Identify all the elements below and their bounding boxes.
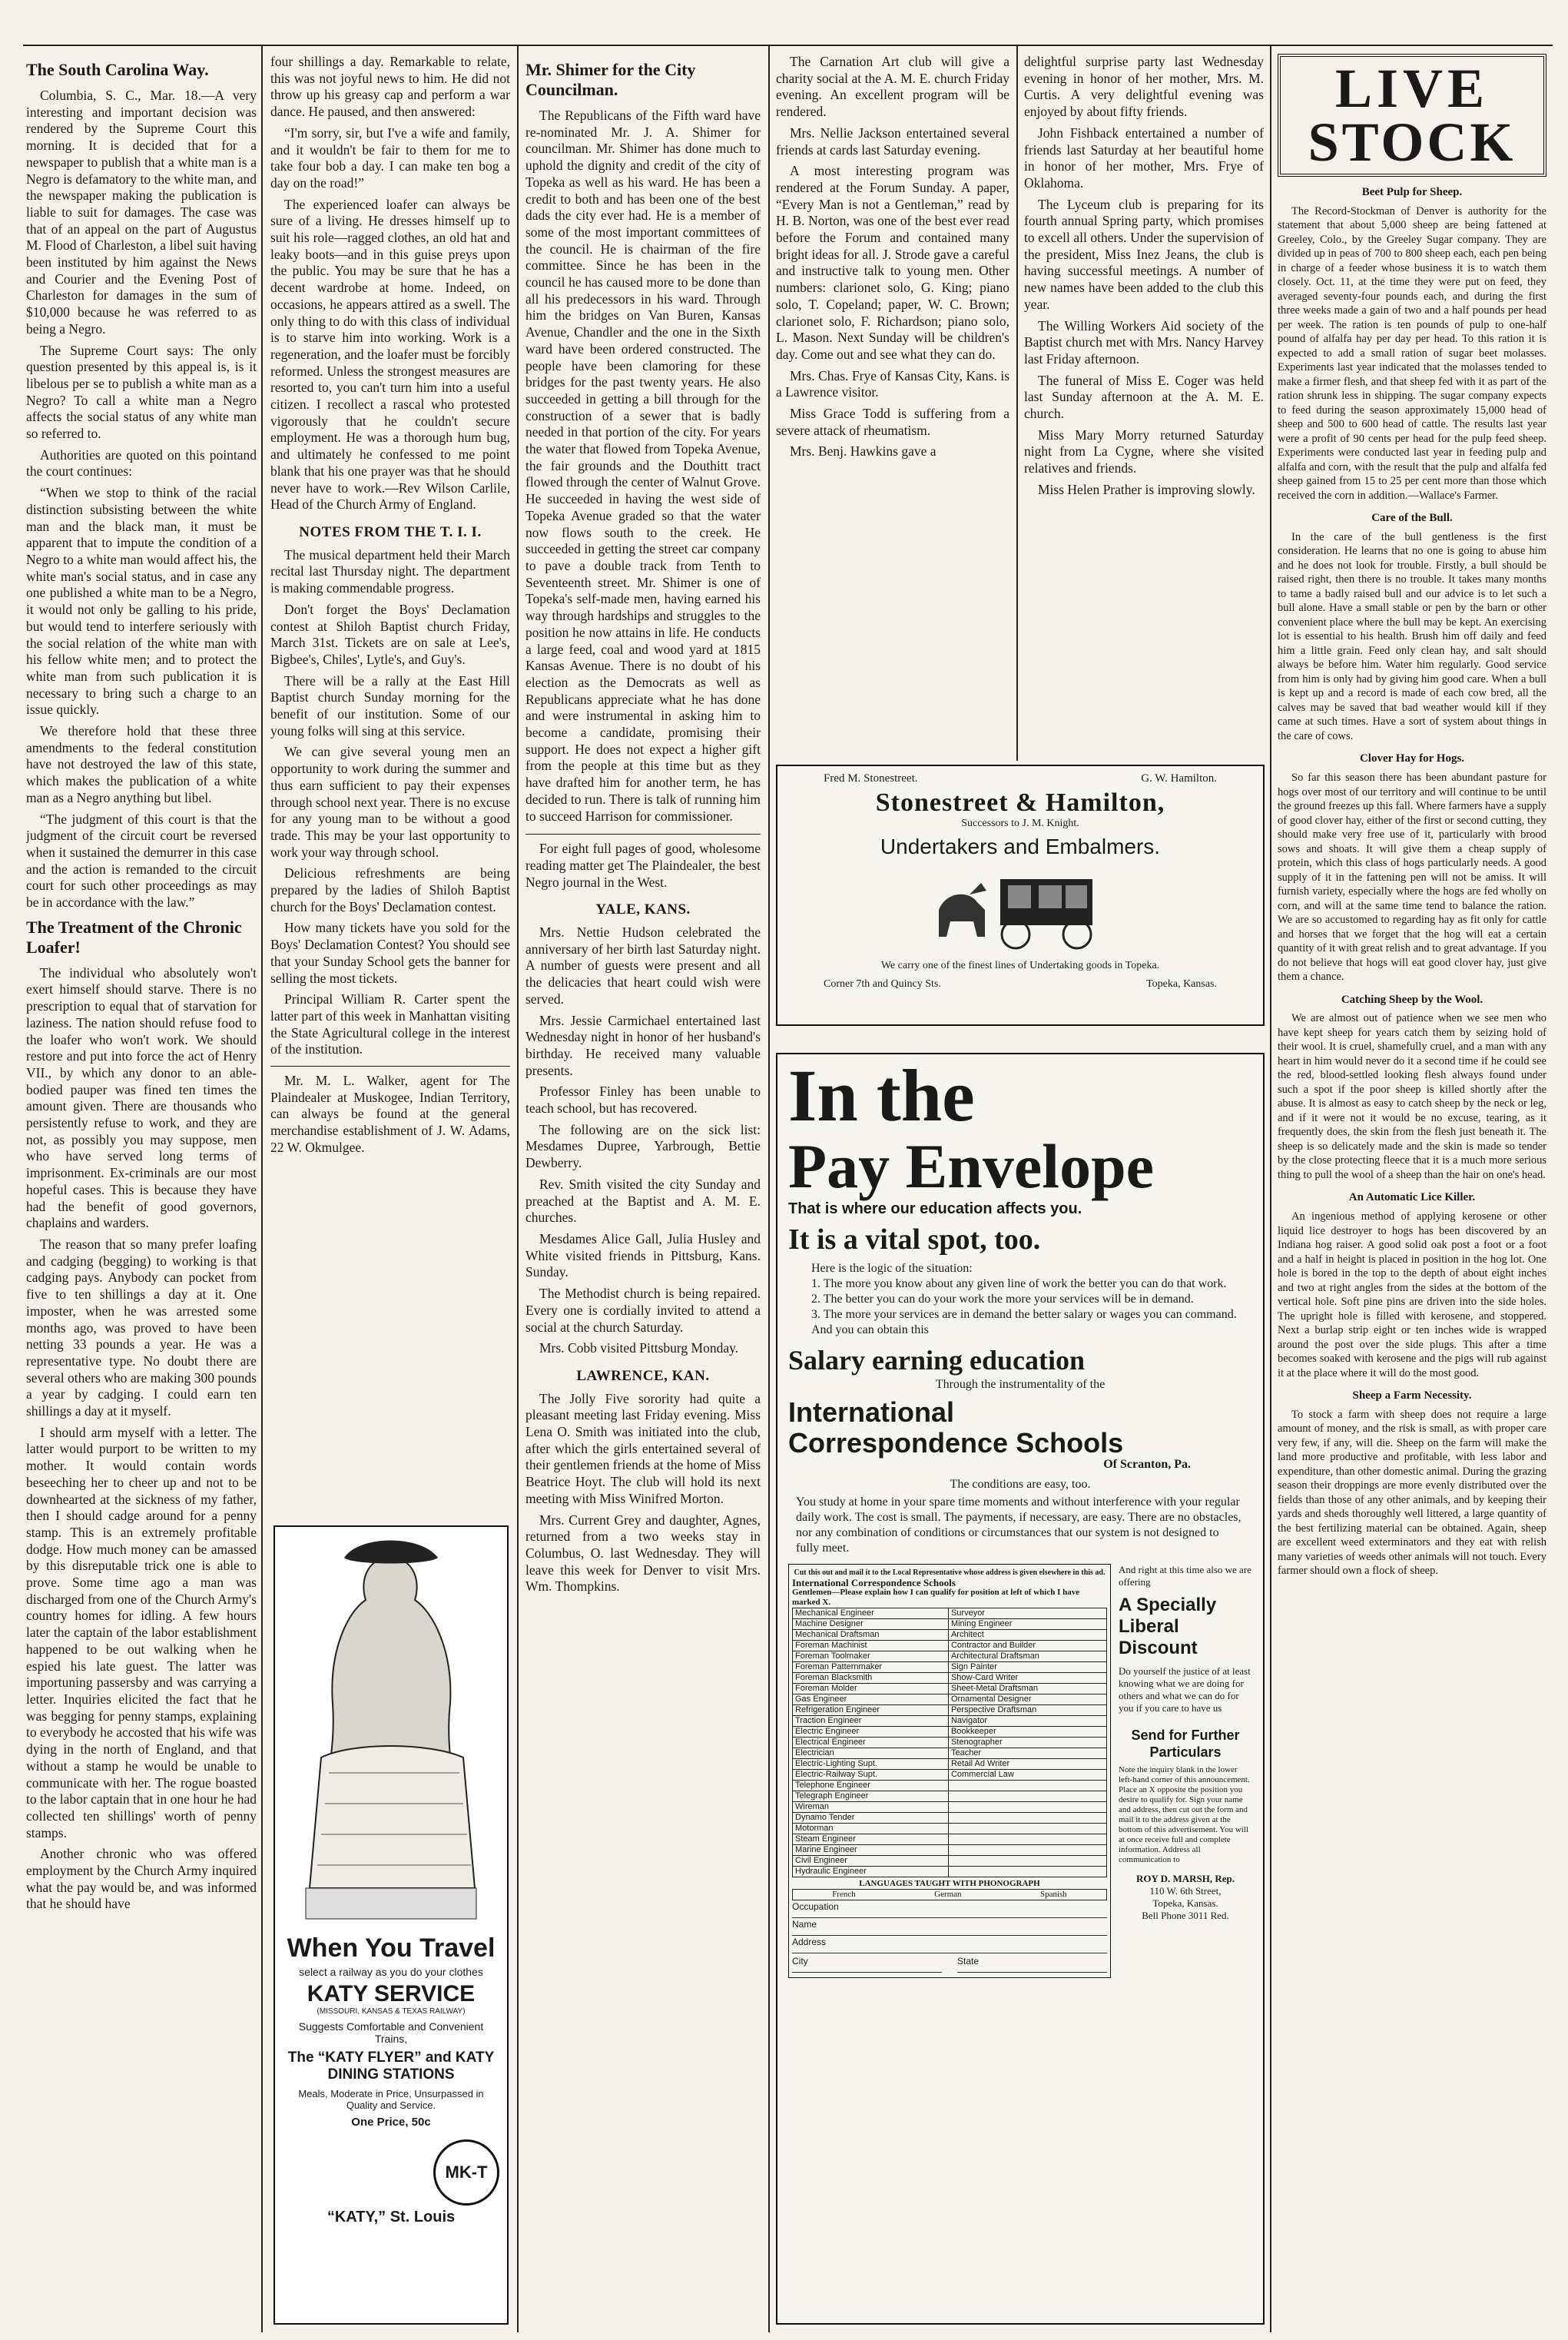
paragraph: Mrs. Nellie Jackson entertained several friends at cards last Saturday evening. <box>776 124 1009 158</box>
course-row[interactable] <box>793 1608 1107 1619</box>
livestock-section-title: Sheep a Farm Necessity. <box>1352 1389 1472 1402</box>
masthead-word: LIVE <box>1334 58 1490 119</box>
paragraph: Mrs. Current Grey and daughter, Agnes, returned from a two weeks stay in Columbus, O. last Wednesday. They will leave this week for Denver to visit Mrs. Wm. Thompkins. <box>525 1512 761 1595</box>
paragraph: I should arm myself with a letter. The latter would purport to be written to my mother. It would contain words beseeching her to cheer up and not to be downhearted at the sickness of my father, then I should cadge around for a penny stamp. This is an extremely profitable dodge. How much money can be amassed by this disreputable trick one is able to prove. Some time ago a man was discharged from one of the Church Army's country homes for idling. A few hours later the captain of the labor establishment happened to be out walking when he espied his late guest. The latter was importuning passersby and was carrying a letter. Inquiries elicited the fact that he was begging for penny stamps, explaining to everybody he accosted that his wife was dying in the north of England, and that without a stamp he would be unable to communicate with her. The rogue boasted to the labor captain that in one hour he had collected ten shillings' worth of penny stamps. <box>26 1424 257 1840</box>
course-option[interactable] <box>948 1856 1106 1867</box>
course-option[interactable]: Electric-Lighting Supt. <box>793 1759 949 1770</box>
livestock-section-title: Beet Pulp for Sheep. <box>1361 186 1463 198</box>
course-option[interactable]: Dynamo Tender <box>793 1813 949 1824</box>
course-option[interactable]: Show-Card Writer <box>948 1673 1106 1684</box>
paragraph: The Lyceum club is preparing for its fourth annual Spring party, which promises to excell all others. Under the supervision of the president, Miss Inez Jeans, the club is having successful meetings. A number of new names have been added to the club this year. <box>1024 196 1264 312</box>
paragraph: The Willing Workers Aid society of the Baptist church met with Mrs. Nancy Harvey last Friday afternoon. <box>1024 317 1264 367</box>
livestock-masthead <box>1278 54 1546 177</box>
course-option[interactable]: Mechanical Engineer <box>793 1608 949 1619</box>
successors-note: Successors to J. M. Knight. <box>961 818 1079 829</box>
ics-tagline: That is where our education affects you. <box>788 1200 1082 1217</box>
article-title: The Treatment of the Chronic Loafer! <box>26 917 242 957</box>
katy-service: KATY SERVICE <box>307 1981 476 2006</box>
ics-conditions: The conditions are easy, too. <box>950 1478 1091 1491</box>
course-option[interactable]: Steam Engineer <box>793 1834 949 1845</box>
paragraph: Mrs. Nettie Hudson celebrated the anniversary of her birth last Saturday night. A number of guests were present and all the delicacies that heart could wish were served. <box>525 924 761 1007</box>
course-option[interactable]: Contractor and Builder <box>948 1641 1106 1651</box>
katy-headline: When You Travel <box>287 1933 496 1963</box>
masthead-word: STOCK <box>1308 111 1517 173</box>
paragraph: “The judgment of this court is that the judgment of the circuit court be reversed when it sustained the demurrer in this case and the action is remanded to the circuit court for such other proceedings as may be in accordance with the law.” <box>26 811 257 911</box>
language-checkbox[interactable]: French <box>832 1890 856 1899</box>
partner-name: G. W. Hamilton. <box>1141 772 1217 785</box>
column-rule <box>261 46 263 2332</box>
paragraph: Principal William R. Carter spent the latter part of this week in Manhattan visiting the State Agricultural college in the interest of the institution. <box>270 991 510 1057</box>
rep-city: Topeka, Kansas. <box>1152 1897 1218 1909</box>
paragraph: The Carnation Art club will give a charity social at the A. M. E. church Friday evening. An excellent program will be rendered. <box>776 54 1009 120</box>
course-row[interactable] <box>793 1673 1107 1684</box>
paragraph: The individual who absolutely won't exert himself should starve. There is no prescription to equal that of starvation for laziness. The nation should refuse food to the loafer who won't work. We should restore and put into force the act of Henry VII., by which any donor to an able-bodied pauper was fined ten times the amount given. There are thousands who persistently refuse to work, and they are not, as possibly you may suppose, men who have served long terms of imprisonment. Ex-criminals are our most hopeful cases. This is because they have had the benefit of good governors, chaplains and warders. <box>26 964 257 1231</box>
course-option[interactable]: Motorman <box>793 1824 949 1834</box>
ics-coupon[interactable] <box>788 1564 1111 1978</box>
course-row[interactable] <box>793 1770 1107 1781</box>
katy-flyer: The “KATY FLYER” and KATY DINING STATIONS <box>287 2050 495 2083</box>
livestock-section-title: Catching Sheep by the Wool. <box>1341 993 1483 1006</box>
course-option[interactable]: Mining Engineer <box>948 1619 1106 1630</box>
course-row[interactable] <box>793 1781 1107 1791</box>
paragraph: Mrs. Jessie Carmichael entertained last Wednesday night in honor of her husband's birthday. He received many valuable presents. <box>525 1012 761 1078</box>
paragraph: The Methodist church is being repaired. Every one is cordially invited to attend a social at the church Saturday. <box>525 1286 761 1335</box>
special-discount: A Specially Liberal Discount <box>1119 1595 1217 1658</box>
column-3 <box>525 54 761 2328</box>
section-title: LAWRENCE, KAN. <box>576 1367 710 1384</box>
course-row[interactable] <box>793 1738 1107 1748</box>
course-row[interactable] <box>793 1651 1107 1662</box>
column-rule <box>768 46 770 2332</box>
course-row[interactable] <box>793 1802 1107 1813</box>
course-option[interactable]: Telephone Engineer <box>793 1781 949 1791</box>
course-option[interactable]: Ornamental Designer <box>948 1694 1106 1705</box>
course-option[interactable]: Foreman Machinist <box>793 1641 949 1651</box>
article-body <box>26 965 257 1913</box>
mkt-logo-text: MK-T <box>445 2162 488 2182</box>
column-1 <box>26 54 257 2328</box>
ics-salary: Salary earning education <box>788 1345 1086 1376</box>
section-title: NOTES FROM THE T. I. I. <box>299 523 482 540</box>
course-row[interactable] <box>793 1662 1107 1673</box>
course-option[interactable]: Electric Engineer <box>793 1727 949 1738</box>
business-line: Undertakers and Embalmers. <box>880 835 1161 858</box>
course-option[interactable] <box>948 1824 1106 1834</box>
course-row[interactable] <box>793 1791 1107 1802</box>
course-row[interactable] <box>793 1641 1107 1651</box>
course-option[interactable] <box>948 1802 1106 1813</box>
special-body: Do yourself the justice of at least knowing what we are doing for others and what we can do for you if you care to have us <box>1119 1665 1251 1714</box>
course-option[interactable] <box>948 1845 1106 1856</box>
course-row[interactable] <box>793 1705 1107 1716</box>
paragraph: The Jolly Five sorority had quite a pleasant meeting last Friday evening. Miss Lena O. Smith was initiated into the club, after which the girls entertained several of their gentlemen friends at the home of Miss Beatrice Hoyt. The club will hold its next meeting with Miss Winifred Morton. <box>525 1390 761 1506</box>
course-row[interactable] <box>793 1759 1107 1770</box>
course-row[interactable] <box>793 1748 1107 1759</box>
paragraph: The Republicans of the Fifth ward have re-nominated Mr. J. A. Shimer for councilman. Mr. Shimer has done much to uphold the dignity and credit of the city of Topeka as well as his ward. He has been a credit to both and has been one of the best dads the city ever had. He is a member of some of the most important committees of the council. He is chairman of the fire committee. Since he has been in the council he has caused more to be done than all his predecessors in his ward. Through him the bridges on Van Buren, Kansas Avenue, Chandler and the one in the Sixth ward have been ordered constructed. The people have been clamoring for these bridges for the past twenty years. He also succeeded in getting a bill through for the construction of a sewer that is badly needed in that portion of the city. For years the water that flowed from Topeka Avenue, the fair grounds and the Douthitt tract flowed through the center of Walnut Grove. He succeeded in having the west side of Topeka Avenue graded so that the water now flows south to the creek. He succeeded in getting the street car company to pave a double track from Tenth to Seventeenth street. Mr. Shimer is one of Topeka's self-made men, having earned his way through hardships and struggles to the position he now attains in life. He conducts a large feed, coal and wood yard at 1815 Kansas Avenue. There is no doubt of his election as the Democrats as well as Republicans appreciate what he has done and were instrumental in asking him to become a candidate, promising their support. He does not expect a higher gift from the people at this time but as they have drafted him for another term, he has decided to run. There is talk of running him to succeed Harrison for commissioner. <box>525 108 761 824</box>
paragraph: Miss Helen Prather is improving slowly. <box>1038 481 1255 497</box>
course-row[interactable] <box>793 1727 1107 1738</box>
course-option[interactable]: Marine Engineer <box>793 1845 949 1856</box>
course-option[interactable] <box>948 1781 1106 1791</box>
katy-price: One Price, 50c <box>351 2116 431 2129</box>
address-field[interactable]: Address <box>792 1937 1107 1953</box>
course-option[interactable]: Teacher <box>948 1748 1106 1759</box>
course-row[interactable] <box>793 1694 1107 1705</box>
name-field[interactable]: Name <box>792 1920 1107 1936</box>
course-option[interactable]: Gas Engineer <box>793 1694 949 1705</box>
course-row[interactable] <box>793 1845 1107 1856</box>
languages-title: LANGUAGES TAUGHT WITH PHONOGRAPH <box>859 1879 1040 1888</box>
ics-logic-item: 1. The more you know about any given line of work the better you can do that work. <box>811 1277 1227 1290</box>
livestock-section-text: So far this season there has been abundant pasture for hogs over most of our territory and will continue to be until the ground freezes up this fall. Where farmers have a supply of good clover hay, either of the first or second cutting, they should make very free use of it, particularly with brood sows and shoats. It will give them a cheap supply of protein, which this class of hogs particularly needs. A good supply of it in the fattening pen will not be amiss. It will furnish variety, especially where the hogs are fed wholly on corn, and will at the same time tend to balance the ration. We are so accustomed to regarding hay as fit only for cattle and horses that we forget that the hog will eat a certain quantity of it with great relish and to great advantage. If you do not believe that hogs will eat good clover hay, just give them a chance. <box>1278 772 1546 984</box>
paragraph: How many tickets have you sold for the Boys' Declamation Contest? You should see that your Sunday School gets the banner for selling the most tickets. <box>270 920 510 986</box>
livestock-section-title: Clover Hay for Hogs. <box>1359 752 1465 765</box>
ics-headline: Pay Envelope <box>788 1131 1155 1201</box>
state-field[interactable]: State <box>957 1957 1107 1973</box>
ics-advertisement <box>776 1053 1265 2325</box>
paragraph: Columbia, S. C., Mar. 18.—A very interesting and important decision was rendered by the Supreme Court this morning. It is decided that for a newspaper to publish that a white man is a Negro is defamatory to the white man, and the newspaper making the publication is liable to suit for damages. The case was that of an appeal on the part of Augustus M. Flood of Charleston, a libel suit having been instituted by him against the News and Courier and the Evening Post of Charleston for damages in the sum of $10,000 because he was referred to as being a Negro. <box>26 88 257 337</box>
paragraph: A most interesting program was rendered at the Forum Sunday. A paper, “Every Man is not a Gentleman,” read by H. B. Norton, was one of the best ever read before the Forum and contained many bright ideas for all. J. Strode gave a careful and instructive talk to young men. Other numbers: clarionet solo, G. King; piano solo, T. Copeland; paper, W. C. Brown; clarionet solo, F. Richardson; piano solo, L. Mason. Next Sunday will be children's day. Come out and see what they can do. <box>776 163 1009 362</box>
column-rule <box>1270 46 1271 2332</box>
ics-school: Correspondence Schools <box>788 1427 1124 1459</box>
undertaker-city: Topeka, Kansas. <box>1146 978 1217 990</box>
livestock-section-text: The Record-Stockman of Denver is authority for the statement that about 5,000 sheep are being fattened at Greeley, Colo., by the Greeley Sugar company. They are divided up in peas of 700 to 800 sheep each, each pen being in charge of a feeder whose business it is to watch them closely. Oct. 11, at the time they were put on feed, they averaged seventy-four pounds each, and during the first three weeks made a gain of two and a half pounds per head per week. The ration is ten pounds of pulp to one-half pound of alfalfa hay per day per head. To this ration it is expected to add a small ration of sugar beet molasses. Experiments last year indicated that the molasses tended to make a firmer flesh, and that sheep fed with it as part of the ration shrunk less in shipping. The sugar company expects to feed during the season approximately 15,000 head of sheep and 500 to 600 head of cattle. The results last year were a profit of 90 cents per head for the pulp feed sheep. Experiments were conducted last year in feeding pulp and alfalfa and corn, with the result that the pulp and alfalfa fed sheep gained from 15 to 25 per cent more than those which received the corn in addition.—Wallace's Farmer. <box>1278 204 1546 502</box>
paragraph: delightful surprise party last Wednesday evening in honor of her mother, Mrs. M. Curtis. A very delightful evening was enjoyed by about fifty friends. <box>1024 54 1264 120</box>
paragraph: Mrs. Chas. Frye of Kansas City, Kans. is a Lawrence visitor. <box>776 367 1009 400</box>
paragraph: four shillings a day. Remarkable to relate, this was not joyful news to him. He did not throw up his greasy cap and perform a war dance. He paused, and then answered: <box>270 54 510 120</box>
ics-school: International <box>788 1396 955 1428</box>
livestock-articles <box>1278 184 1546 1578</box>
ics-scranton: Of Scranton, Pa. <box>1103 1458 1191 1471</box>
course-option[interactable]: Wireman <box>793 1802 949 1813</box>
livestock-section-text: In the care of the bull gentleness is the first consideration. He learns that no one is going to abuse him and he does not look for trouble. Firstly, a bull should be raised right, then there is no trouble. It takes many months to tame a badly raised bull and our advice is to let such a bull alone. Have a small stable or pen by the barn or other convenient place where the bull may be kept. An exercising lot is essential to his health. Brush him off daily and feed him a little grain. Feed only clean hay, and salt should always be before him. Water him regularly. Good service from him is only had by giving him good care. When a bull is kept up and a record is made of each cow bred, all the calves may be saved that bad weather would kill if they came at such times. Have a sort of system about things in the care of cows. <box>1278 530 1546 742</box>
course-option[interactable]: Surveyor <box>948 1608 1106 1619</box>
ics-through: Through the instrumentality of the <box>935 1378 1106 1391</box>
katy-line: Suggests Comfortable and Convenient Trains, <box>298 2020 484 2045</box>
course-row[interactable] <box>793 1716 1107 1727</box>
undertaker-carry: We carry one of the finest lines of Undertaking goods in Topeka. <box>880 960 1160 971</box>
course-checklist[interactable] <box>792 1608 1107 1877</box>
livestock-section-text: To stock a farm with sheep does not require a large amount of money, and the risk is small, as with proper care very few, if any, will die. Sheep on the farm will make the land more productive and profitable, with less labor and expenditure, than other domestic animal. During the grazing season their droppings are more evenly distributed over the fields than those of any other animals, and by keeping their yards and sheds thoroughly well littered, a large quantity of the best fertilizing material can be obtained. Again, sheep are excellent weed exterminators and they eat with relish many varieties of weeds other animals will not touch. Every farmer should own a flock of sheep. <box>1278 1408 1546 1578</box>
course-option[interactable] <box>948 1834 1106 1845</box>
ics-obtain: And you can obtain this <box>811 1323 929 1336</box>
paragraph: Delicious refreshments are being prepared by the ladies of Shiloh Baptist church for the Boys' Declamation contest. <box>270 865 510 914</box>
paragraph: The Supreme Court says: The only question presented by this appeal is, is it libelous per se to publish a white man as a Negro? To call a white man a Negro affects the social status of any white man so referred to. <box>26 342 257 442</box>
course-option[interactable]: Electrician <box>793 1748 949 1759</box>
paragraph: John Fishback entertained a number of friends last Saturday at her beautiful home in honor of her mother, Mrs. Frye of Oklahoma. <box>1024 124 1264 191</box>
course-option[interactable]: Retail Ad Writer <box>948 1759 1106 1770</box>
paragraph: Miss Mary Morry returned Saturday night from La Cygne, where she visited relatives and friends. <box>1024 427 1264 476</box>
ics-sidebar <box>1119 1564 1252 1978</box>
course-option[interactable]: Architect <box>948 1630 1106 1641</box>
paragraph: Professor Finley has been unable to teach school, but has recovered. <box>525 1084 761 1117</box>
city-field[interactable]: City <box>792 1957 942 1973</box>
paragraph: Authorities are quoted on this pointand the court continues: <box>26 446 257 480</box>
course-option[interactable]: Architectural Draftsman <box>948 1651 1106 1662</box>
paragraph: Another chronic who was offered employment by the Church Army inquired what the pay would be, and was informed that he should have <box>26 1846 257 1912</box>
undertaker-advertisement <box>776 765 1265 1026</box>
course-row[interactable] <box>793 1619 1107 1630</box>
paragraph: Miss Grace Todd is suffering from a severe attack of rheumatism. <box>776 406 1009 438</box>
undertaker-address: Corner 7th and Quincy Sts. <box>824 978 941 990</box>
ics-tagline: It is a vital spot, too. <box>788 1223 1041 1256</box>
occupation-field[interactable]: Occupation <box>792 1902 1107 1918</box>
column-rule <box>1016 46 1018 761</box>
paragraph: The funeral of Miss E. Coger was held last Sunday afternoon at the A. M. E. church. <box>1024 372 1264 422</box>
livestock-section-title: An Automatic Lice Killer. <box>1348 1191 1476 1204</box>
column-4 <box>776 54 1009 730</box>
course-option[interactable]: Stenographer <box>948 1738 1106 1748</box>
katy-line: select a railway as you do your clothes <box>299 1966 483 1978</box>
course-option[interactable] <box>948 1791 1106 1802</box>
language-checkbox[interactable]: German <box>934 1890 962 1899</box>
course-option[interactable]: Commercial Law <box>948 1770 1106 1781</box>
paragraph: The reason that so many prefer loafing and cadging (begging) to working is that cadging pays. Anybody can pocket from five to ten shillings a day at it. One imposter, when he was arrested some months ago, was proved to have been netting 33 pounds a year. He was a representative type. No doubt there are several others who are making 300 pounds a year by cadging. I could earn ten shillings a day at it myself. <box>26 1236 257 1419</box>
course-option[interactable]: Civil Engineer <box>793 1856 949 1867</box>
paragraph: “When we stop to think of the racial distinction subsisting between the white man and the black man, it must be apparent that to impute the condition of a Negro to a white man would affect his, the white man's social status, and in case any one published a white man to be a Negro, it would not only be galling to his pride, but would tend to interfere seriously with the social relation of the white man with his fellow white men; and to protect the white man from such publication it is necessary to bring such a charge to an issue quickly. <box>26 485 257 718</box>
course-option[interactable]: Telegraph Engineer <box>793 1791 949 1802</box>
course-option[interactable]: Foreman Toolmaker <box>793 1651 949 1662</box>
article-title: The South Carolina Way. <box>26 60 209 79</box>
course-option[interactable]: Refrigeration Engineer <box>793 1705 949 1716</box>
katy-footer: “KATY,” St. Louis <box>327 2209 456 2225</box>
course-row[interactable] <box>793 1684 1107 1694</box>
course-option[interactable]: Mechanical Draftsman <box>793 1630 949 1641</box>
paragraph: Mrs. Benj. Hawkins gave a <box>790 443 936 460</box>
column-rule <box>517 46 519 2332</box>
course-option[interactable]: Foreman Patternmaker <box>793 1662 949 1673</box>
course-option[interactable]: Sign Painter <box>948 1662 1106 1673</box>
course-option[interactable]: Traction Engineer <box>793 1716 949 1727</box>
course-option[interactable]: Electric-Railway Supt. <box>793 1770 949 1781</box>
paragraph: We therefore hold that these three amendments to the federal constitution have not destroyed the law of this state, which makes the publication of a white man as a Negro anything but libel. <box>26 723 257 805</box>
agent-notice: Mr. M. L. Walker, agent for The Plaindealer at Muskogee, Indian Territory, can always be found at the general merchandise establishment of J. W. Adams, 22 W. Okmulgee. <box>270 1073 510 1155</box>
paragraph: The musical department held their March recital last Thursday night. The department is making commendable progress. <box>270 546 510 596</box>
send-body: Note the inquiry blank in the lower left-hand corner of this announcement. Place an X opposite the position you desire to qualify for. Sign your name and address, then cut out the form and mail it to the address given at the bottom of this advertisement. You will at once receive full and complete information. Address all communication to <box>1119 1765 1250 1864</box>
hearse-illustration <box>777 864 1265 956</box>
course-option[interactable] <box>948 1867 1106 1877</box>
rep-address: 110 W. 6th Street, <box>1149 1885 1222 1897</box>
firm-name: Stonestreet & Hamilton, <box>875 788 1165 817</box>
section-title: YALE, KANS. <box>595 901 691 918</box>
course-row[interactable] <box>793 1813 1107 1824</box>
course-option[interactable]: Hydraulic Engineer <box>793 1867 949 1877</box>
coupon-heading: International Correspondence Schools <box>792 1577 956 1588</box>
livestock-section-title: Care of the Bull. <box>1371 512 1453 525</box>
ics-logic-item: 3. The more your services are in demand the better salary or wages you can command. <box>811 1308 1237 1321</box>
course-option[interactable]: Foreman Molder <box>793 1684 949 1694</box>
send-particulars: Send for Further Particulars <box>1131 1728 1240 1760</box>
paragraph: We can give several young men an opportunity to work during the summer and thus earn sufficient to pay their expenses through school next year. There is no excuse for any young man to be without a good trade. This may be your last opportunity to work your way through school. <box>270 744 510 860</box>
ics-body: You study at home in your spare time moments and without interference with your regular daily work. The cost is small. The payments, if necessary, are easy. There are no obstacles, nor any combination of conditions or circumstances that our system is not designed to fully meet. <box>796 1495 1241 1555</box>
paragraph: “I'm sorry, sir, but I've a wife and family, and it wouldn't be fair to them for me to take four bob a day. I can make ten bog a day on the road!” <box>270 124 510 191</box>
traveler-illustration <box>275 1527 507 1927</box>
partner-name: Fred M. Stonestreet. <box>824 772 918 785</box>
rep-phone: Bell Phone 3011 Red. <box>1142 1910 1229 1921</box>
mkt-logo <box>433 2139 499 2206</box>
top-rule <box>23 45 1553 46</box>
katy-states: (MISSOURI, KANSAS & TEXAS RAILWAY) <box>317 2007 466 2016</box>
ics-logic-item: 2. The better you can do your work the more your services will be in demand. <box>811 1293 1194 1306</box>
course-row[interactable] <box>793 1824 1107 1834</box>
paragraph: There will be a rally at the East Hill Baptist church Sunday morning for the benefit of our institution. Some of our young folks will sing at this service. <box>270 672 510 739</box>
course-row[interactable] <box>793 1834 1107 1845</box>
livestock-section-text: An ingenious method of applying kerosene or other liquid lice destroyer to hogs has been discovered by an Indiana hog raiser. A good solid oak post a foot or a foot and a half in height is placed in position in the hog lot. One hole is bored in the top to the depth of about eight inches and two at right angles from the sides at the bottom of the vertical hole. Soft pine pins are driven into the side holes. The upright hole is filled with kerosene, and stoppered. Next a burlap strip eight or ten inches wide is wrapped around the post over the side plugs. This after a time becomes soaked with kerosene and the pigs will rub against it at the place where it will do the most good. <box>1278 1210 1546 1379</box>
paragraph: The experienced loafer can always be sure of a living. He dresses himself up to suit his role—ragged clothes, an old hat and leaky boots—and in this guise preys upon the public. You may be sure that he has a decent wardrobe at home. Indeed, on occasions, he appears attired as a swell. The only thing to do with this class of individual is to starve him into working. Work is a regeneration, and the loafer must be forcibly reformed. Unless the strongest measures are resorted to, you can't turn him into a useful citizen. I recollect a rascal who protested vigorously that he couldn't secure employment. He was a thorough hum bug, and ultimately he confessed to me point blank that his one prayer was that he should never have to work.—Rev Wilson Carlile, Head of the Church Army of England. <box>270 196 510 513</box>
coupon-instruction: Cut this out and mail it to the Local Representative whose address is given elsewhere in this ad. <box>794 1568 1106 1577</box>
rep-name: ROY D. MARSH, Rep. <box>1135 1873 1235 1884</box>
column-livestock <box>1278 54 1546 2328</box>
ics-logic-intro: Here is the logic of the situation: <box>811 1262 973 1275</box>
course-option[interactable]: Machine Designer <box>793 1619 949 1630</box>
paragraph: Don't forget the Boys' Declamation contest at Shiloh Baptist church Friday, March 31st. Tickets are on sale at Lee's, Bigbee's, Chiles', Lytle's, and Guy's. <box>270 601 510 667</box>
column-5 <box>1024 54 1264 730</box>
ics-headline: In the <box>788 1054 975 1137</box>
course-option[interactable]: Foreman Blacksmith <box>793 1673 949 1684</box>
course-option[interactable]: Navigator <box>948 1716 1106 1727</box>
language-checkbox[interactable]: Spanish <box>1039 1890 1067 1899</box>
course-row[interactable] <box>793 1867 1107 1877</box>
course-row[interactable] <box>793 1630 1107 1641</box>
coupon-qualify: Gentlemen—Please explain how I can qualify for position at left of which I have marked X. <box>792 1588 1080 1607</box>
course-option[interactable] <box>948 1813 1106 1824</box>
paragraph: The following are on the sick list: Mesdames Dupree, Yarbrough, Bettie Dewberry. <box>525 1121 761 1171</box>
course-option[interactable]: Electrical Engineer <box>793 1738 949 1748</box>
katy-advertisement <box>273 1525 509 2325</box>
promo-notice: For eight full pages of good, wholesome reading matter get The Plaindealer, the best Negro journal in the West. <box>525 841 761 890</box>
course-option[interactable]: Perspective Draftsman <box>948 1705 1106 1716</box>
course-option[interactable]: Bookkeeper <box>948 1727 1106 1738</box>
paragraph: Rev. Smith visited the city Sunday and preached at the Baptist and A. M. E. churches. <box>525 1176 761 1226</box>
course-option[interactable]: Sheet-Metal Draftsman <box>948 1684 1106 1694</box>
livestock-section-text: We are almost out of patience when we see men who have kept sheep for years catch them by seizing hold of their wool. It is cruel, shamefully cruel, and a man with any heart in him would never do it a second time if he could see the red, blood-settled looking flesh always found under such a spot if the poor sheep is killed shortly after the abuse. It is almost as easy to catch sheep by the neck or leg, and if it were not it would be no excuse, tearing, as it frequently does, the skin from the flesh just beneath it. The sheep is so delicately made and the skin is made so tender by the close protecting fleece that it is a much more serious thing to pull the wool of a sheep than the hair on one's head. <box>1278 1012 1546 1181</box>
katy-line: Meals, Moderate in Price, Unsurpassed in Quality and Service. <box>298 2088 484 2111</box>
article-body <box>26 88 257 911</box>
article-title: Mr. Shimer for the City Councilman. <box>525 60 696 99</box>
paragraph: Mesdames Alice Gall, Julia Husley and White visited friends in Pittsburg, Kans. Sunday. <box>525 1231 761 1280</box>
paragraph: Mrs. Cobb visited Pittsburg Monday. <box>539 1340 739 1356</box>
sidebar-intro: And right at this time also we are offering <box>1119 1564 1251 1588</box>
course-row[interactable] <box>793 1856 1107 1867</box>
